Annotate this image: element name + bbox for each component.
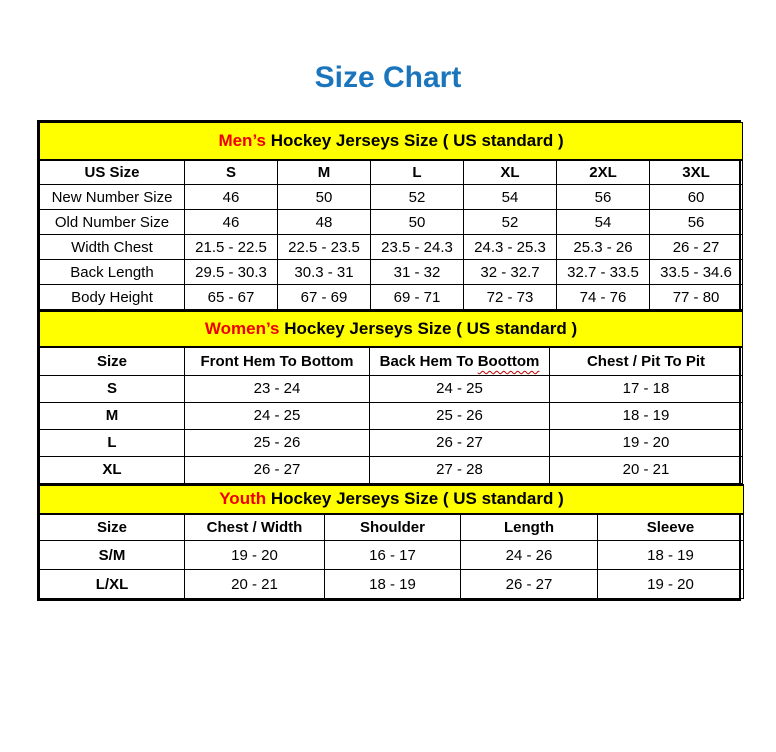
size-chart-page: [0, 60, 776, 601]
size-value: 33.5 - 34.6: [650, 260, 743, 285]
size-value: 29.5 - 30.3: [185, 260, 278, 285]
size-value: 56: [650, 210, 743, 235]
size-value: 19 - 20: [598, 570, 744, 599]
womens-size-table: [39, 310, 743, 484]
table-row: [40, 456, 743, 483]
size-value: 25 - 26: [185, 429, 370, 456]
womens-col-header-misspelled: [370, 347, 550, 375]
header-text: Back Hem To: [379, 352, 478, 370]
size-value: 74 - 76: [557, 285, 650, 310]
size-value: 26 - 27: [370, 429, 550, 456]
row-label: S: [40, 375, 185, 402]
table-row: [40, 402, 743, 429]
size-value: 21.5 - 22.5: [185, 235, 278, 260]
size-value: 69 - 71: [371, 285, 464, 310]
size-value: 19 - 20: [550, 429, 743, 456]
mens-header-row: [40, 160, 743, 185]
row-label: S/M: [40, 541, 185, 570]
table-row: [40, 285, 743, 310]
size-value: 26 - 27: [461, 570, 598, 599]
size-value: 31 - 32: [371, 260, 464, 285]
youth-banner-text: Hockey Jerseys Size ( US standard ): [266, 489, 564, 508]
row-label: Old Number Size: [40, 210, 185, 235]
youth-banner-row: [40, 485, 744, 514]
size-value: 65 - 67: [185, 285, 278, 310]
mens-banner-row: [40, 123, 743, 160]
row-label: L/XL: [40, 570, 185, 599]
youth-col-header: Chest / Width: [185, 514, 325, 541]
size-value: 32 - 32.7: [464, 260, 557, 285]
size-value: 60: [650, 185, 743, 210]
table-row: [40, 570, 744, 599]
womens-col-header: Chest / Pit To Pit: [550, 347, 743, 375]
size-value: 50: [371, 210, 464, 235]
size-value: 32.7 - 33.5: [557, 260, 650, 285]
youth-col-header: Size: [40, 514, 185, 541]
womens-banner: [40, 311, 743, 347]
size-value: 48: [278, 210, 371, 235]
table-row: [40, 235, 743, 260]
page-title: Size Chart: [314, 61, 462, 94]
row-label: Back Length: [40, 260, 185, 285]
table-row: [40, 375, 743, 402]
youth-banner: [40, 485, 744, 514]
size-value: 26 - 27: [650, 235, 743, 260]
table-row: [40, 260, 743, 285]
youth-col-header: Sleeve: [598, 514, 744, 541]
spellcheck-squiggle-word: Boottom: [477, 352, 540, 370]
youth-banner-highlight: Youth: [219, 489, 267, 508]
size-value: 24 - 25: [370, 375, 550, 402]
size-value: 23 - 24: [185, 375, 370, 402]
mens-banner: [40, 123, 743, 160]
size-value: 77 - 80: [650, 285, 743, 310]
youth-header-row: [40, 514, 744, 541]
mens-col-header: 2XL: [557, 160, 650, 185]
mens-col-header: M: [278, 160, 371, 185]
mens-banner-text: Hockey Jerseys Size ( US standard ): [265, 130, 564, 150]
size-value: 25.3 - 26: [557, 235, 650, 260]
womens-banner-row: [40, 311, 743, 347]
size-value: 16 - 17: [325, 541, 461, 570]
size-value: 18 - 19: [550, 402, 743, 429]
size-value: 52: [371, 185, 464, 210]
row-label: XL: [40, 456, 185, 483]
size-value: 50: [278, 185, 371, 210]
size-value: 24 - 25: [185, 402, 370, 429]
table-row: [40, 185, 743, 210]
table-row: [40, 210, 743, 235]
size-value: 52: [464, 210, 557, 235]
mens-col-header: L: [371, 160, 464, 185]
size-value: 19 - 20: [185, 541, 325, 570]
row-label: Body Height: [40, 285, 185, 310]
mens-col-header: XL: [464, 160, 557, 185]
size-value: 27 - 28: [370, 456, 550, 483]
size-value: 20 - 21: [550, 456, 743, 483]
size-value: 25 - 26: [370, 402, 550, 429]
womens-banner-highlight: Women’s: [204, 319, 280, 338]
size-value: 18 - 19: [598, 541, 744, 570]
size-value: 17 - 18: [550, 375, 743, 402]
row-label: Width Chest: [40, 235, 185, 260]
size-value: 56: [557, 185, 650, 210]
womens-header-row: [40, 347, 743, 375]
size-value: 24.3 - 25.3: [464, 235, 557, 260]
youth-col-header: Shoulder: [325, 514, 461, 541]
size-value: 72 - 73: [464, 285, 557, 310]
mens-size-table: [39, 122, 743, 310]
size-value: 20 - 21: [185, 570, 325, 599]
table-row: [40, 541, 744, 570]
mens-col-header: S: [185, 160, 278, 185]
size-value: 54: [464, 185, 557, 210]
size-value: 26 - 27: [185, 456, 370, 483]
size-value: 24 - 26: [461, 541, 598, 570]
size-value: 46: [185, 210, 278, 235]
row-label: New Number Size: [40, 185, 185, 210]
womens-banner-text: Hockey Jerseys Size ( US standard ): [279, 319, 578, 338]
youth-col-header: Length: [461, 514, 598, 541]
youth-size-table: [39, 484, 744, 600]
row-label: L: [40, 429, 185, 456]
size-value: 18 - 19: [325, 570, 461, 599]
size-value: 22.5 - 23.5: [278, 235, 371, 260]
size-value: 67 - 69: [278, 285, 371, 310]
size-value: 30.3 - 31: [278, 260, 371, 285]
row-label: M: [40, 402, 185, 429]
mens-banner-highlight: Men’s: [218, 130, 266, 150]
womens-col-header: Front Hem To Bottom: [185, 347, 370, 375]
size-value: 23.5 - 24.3: [371, 235, 464, 260]
size-value: 46: [185, 185, 278, 210]
table-row: [40, 429, 743, 456]
size-chart: [37, 120, 741, 601]
mens-col-header: US Size: [40, 160, 185, 185]
womens-col-header: Size: [40, 347, 185, 375]
mens-col-header: 3XL: [650, 160, 743, 185]
size-value: 54: [557, 210, 650, 235]
